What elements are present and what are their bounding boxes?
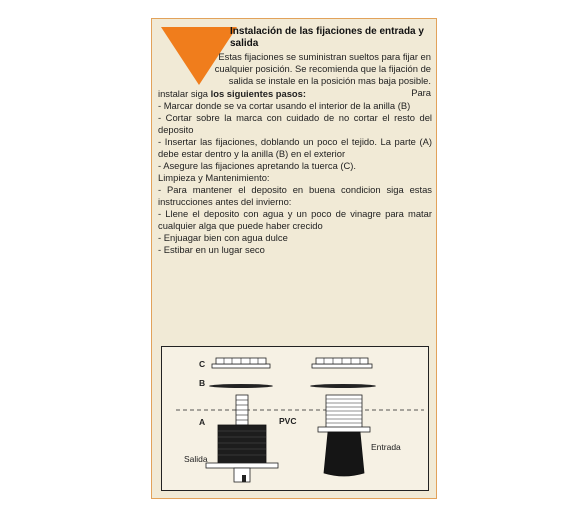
step-item: - Insertar las fijaciones, doblando un poco el tejido. La parte (A) debe estar dentro y la anilla (B) en el exterior — [158, 136, 432, 159]
label-b: B — [199, 378, 206, 388]
label-salida: Salida — [184, 454, 208, 464]
instructions-bold: los siguientes pasos: — [210, 88, 306, 99]
step-item: - Asegure las fijaciones apretando la tuerca (C). — [158, 160, 357, 171]
section-title: Instalación de las fijaciones de entrada y salida — [230, 26, 424, 49]
maintenance-item: - Llene el deposito con agua y un poco de vinagre para matar cualquier alga que puede haber crecido — [158, 208, 432, 231]
instructions-lead: instalar siga — [158, 88, 211, 99]
label-pvc: PVC — [279, 416, 297, 426]
maintenance-heading: Limpieza y Mantenimiento: — [158, 172, 270, 183]
instructions-lead-line — [158, 88, 432, 100]
instruction-panel — [151, 18, 437, 499]
right-nut-c — [312, 358, 372, 368]
maintenance-item: - Estibar en un lugar seco — [158, 244, 265, 255]
instructions-body — [158, 88, 432, 256]
step-item: - Cortar sobre la marca con cuidado de no cortar el resto del deposito — [158, 112, 432, 135]
label-c: C — [199, 359, 206, 369]
fitting-diagram — [161, 346, 429, 491]
left-nut-c — [212, 358, 270, 368]
step-item: - Marcar donde se va cortar usando el interior de la anilla (B) — [158, 100, 411, 111]
maintenance-item: - Para mantener el deposito en buena condicion siga estas instrucciones antes del invierno: — [158, 184, 432, 207]
right-fitting-entrada — [318, 395, 370, 476]
label-a: A — [199, 417, 206, 427]
right-ring-b — [310, 384, 376, 388]
label-entrada: Entrada — [371, 442, 401, 452]
intro-paragraph: Estas fijaciones se suministran sueltos para fijar en cualquier posición. Se recomienda que la fijación de salida se instale en la posición mas baja posible. Para — [214, 51, 431, 98]
maintenance-item: - Enjuagar bien con agua dulce — [158, 232, 288, 243]
left-ring-b — [209, 384, 273, 388]
left-fitting-a — [206, 395, 278, 482]
